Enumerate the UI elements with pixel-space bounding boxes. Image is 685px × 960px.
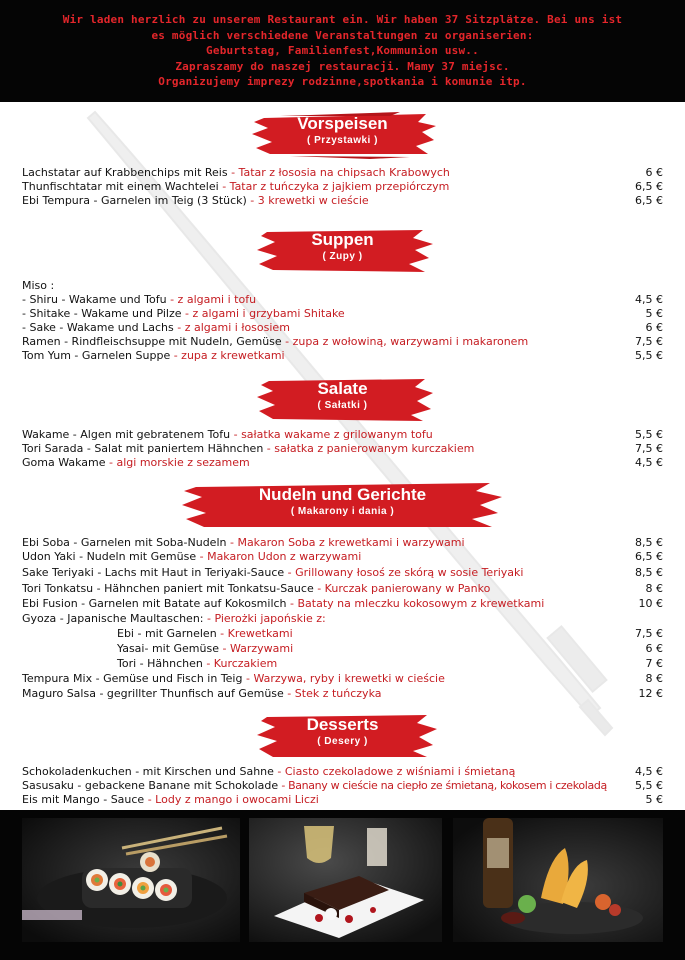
menu-item (22, 194, 663, 208)
item-price: 6 € (645, 642, 663, 655)
item-name-de: Ebi - mit Garnelen (117, 627, 217, 640)
item-name-pl: - zupa z krewetkami (170, 349, 285, 362)
menu-item-gyoza (22, 612, 663, 626)
item-name-pl: - Grillowany łosoś ze skórą w sosie Teriyaki (284, 566, 524, 579)
menu-item (22, 166, 663, 180)
item-name-de: Ebi Soba - Garnelen mit Soba-Nudeln (22, 536, 227, 549)
item-price: 6,5 € (635, 194, 663, 207)
item-price: 6,5 € (635, 550, 663, 563)
menu-subitem (117, 642, 663, 656)
item-name-de: Gyoza - Japanische Maultaschen: (22, 612, 204, 625)
item-name-de: Tori - Hähnchen (117, 657, 203, 670)
item-name-de: Wakame - Algen mit gebratenem Tofu (22, 428, 231, 441)
item-price: 5 € (645, 793, 663, 806)
item-name-de: Thunfischtatar mit einem Wachtelei (22, 180, 219, 193)
menu-item (22, 456, 663, 470)
menu-item (22, 307, 663, 321)
item-name-pl: - z algami i tofu (166, 293, 257, 306)
item-price: 4,5 € (635, 456, 663, 469)
item-name-de: Tori Tonkatsu - Hähnchen paniert mit Tonkatsu-Sauce (22, 582, 314, 595)
banner-line: Wir laden herzlich zu unserem Restaurant ein. Wir haben 37 Sitzplätze. Bei uns ist (62, 13, 623, 27)
item-name-de: Ebi Fusion - Garnelen mit Batate auf Kokosmilch (22, 597, 287, 610)
item-name-pl: - 3 krewetki w cieście (246, 194, 369, 207)
section-title: Suppen (311, 230, 374, 249)
item-price: 5,5 € (635, 349, 663, 362)
item-name-pl: - Pierożki japońskie z: (203, 612, 326, 625)
section-subtitle: ( Przystawki ) (307, 135, 378, 146)
section-header-desserts (0, 709, 685, 761)
menu-item (22, 442, 663, 456)
section-subtitle: ( Zupy ) (322, 251, 363, 262)
section-subtitle: ( Makarony i dania ) (290, 506, 395, 517)
menu-subitem (117, 657, 663, 671)
menu-item (22, 687, 663, 701)
item-name-de: Goma Wakame (22, 456, 106, 469)
item-name-de: Schokoladenkuchen - mit Kirschen und Sahne (22, 765, 274, 778)
item-price: 5,5 € (635, 428, 663, 441)
item-name-pl: - Lody z mango i owocami Liczi (144, 793, 319, 806)
menu-item (22, 597, 663, 611)
item-name-pl: - Bataty na mleczku kokosowym z krewetkami (286, 597, 545, 610)
item-name-pl: - z algami i łososiem (173, 321, 290, 334)
item-name-pl: - Krewetkami (216, 627, 293, 640)
item-name-pl: - Banany w cieście na ciepło ze śmietaną, kokosem i czekoladą (278, 779, 607, 792)
food-photo-strip (0, 810, 685, 960)
item-name-pl: - Warzywami (219, 642, 294, 655)
banner-line: es möglich verschiedene Veranstaltungen zu organiserien: (151, 28, 534, 42)
item-name-pl: - Tatar z tuńczyka z jajkiem przepiórczym (218, 180, 450, 193)
item-price: 7,5 € (635, 442, 663, 455)
item-name-de: Tori Sarada - Salat mit paniertem Hähnchen (22, 442, 264, 455)
item-price: 8 € (645, 672, 663, 685)
item-price: 12 € (638, 687, 663, 700)
item-name-pl: - Tatar z łososia na chipsach Krabowych (227, 166, 450, 179)
miso-label (22, 279, 663, 293)
item-name-de: Miso : (22, 279, 55, 292)
item-price: 7,5 € (635, 335, 663, 348)
item-name-pl: - Kurczakiem (202, 657, 278, 670)
section-header-nudeln (0, 479, 685, 531)
item-price: 8 € (645, 582, 663, 595)
item-name-pl: - sałatka z panierowanym kurczakiem (263, 442, 475, 455)
item-price: 8,5 € (635, 536, 663, 549)
menu-item (22, 566, 663, 580)
section-title: Salate (317, 379, 368, 398)
tempura-photo (453, 818, 663, 942)
item-price: 4,5 € (635, 293, 663, 306)
item-price: 10 € (638, 597, 663, 610)
item-name-pl: - zupa z wołowiną, warzywami i makaronem (281, 335, 529, 348)
menu-item (22, 793, 663, 807)
item-name-de: Eis mit Mango - Sauce (22, 793, 145, 806)
item-price: 5,5 € (635, 779, 663, 792)
item-price: 7,5 € (635, 627, 663, 640)
item-name-pl: - algi morskie z sezamem (105, 456, 250, 469)
menu-item (22, 550, 663, 564)
item-name-de: Tom Yum - Garnelen Suppe (22, 349, 171, 362)
menu-item (22, 349, 663, 363)
banner-line: Organizujemy imprezy rodzinne,spotkania i komunie itp. (158, 75, 527, 89)
item-name-pl: - Warzywa, ryby i krewetki w cieście (242, 672, 445, 685)
banner-line: Zapraszamy do naszej restauracji. Mamy 37 miejsc. (175, 59, 510, 73)
section-title: Vorspeisen (297, 114, 388, 133)
item-name-pl: - Makaron Udon z warzywami (196, 550, 362, 563)
item-price: 6,5 € (635, 180, 663, 193)
item-name-pl: - z algami i grzybami Shitake (181, 307, 345, 320)
menu-item (22, 180, 663, 194)
item-name-pl: - Kurczak panierowany w Panko (313, 582, 491, 595)
item-name-de: Ramen - Rindfleischsuppe mit Nudeln, Gemüse (22, 335, 282, 348)
item-name-de: Ebi Tempura - Garnelen im Teig (3 Stück) (22, 194, 247, 207)
menu-item (22, 293, 663, 307)
menu-subitem (117, 627, 663, 641)
item-name-de: - Sake - Wakame und Lachs (22, 321, 174, 334)
sushi-photo (22, 818, 240, 942)
banner-line: Geburtstag, Familienfest,Kommunion usw.. (206, 44, 479, 58)
section-header-salate (0, 373, 685, 425)
menu-item (22, 672, 663, 686)
menu-item (22, 582, 663, 596)
item-name-de: Maguro Salsa - gegrillter Thunfisch auf Gemüse (22, 687, 284, 700)
section-title: Desserts (306, 715, 379, 734)
menu-item (22, 536, 663, 550)
welcome-banner (0, 0, 685, 102)
item-price: 8,5 € (635, 566, 663, 579)
item-price: 5 € (645, 307, 663, 320)
item-name-pl: - Makaron Soba z krewetkami i warzywami (226, 536, 465, 549)
menu-item (22, 428, 663, 442)
menu-item (22, 765, 663, 779)
item-name-de: Udon Yaki - Nudeln mit Gemüse (22, 550, 197, 563)
chocolate-cake-photo (249, 818, 442, 942)
section-title: Nudeln und Gerichte (258, 485, 427, 504)
item-price: 6 € (645, 166, 663, 179)
item-price: 7 € (645, 657, 663, 670)
item-name-de: Sake Teriyaki - Lachs mit Haut in Teriyaki-Sauce (22, 566, 285, 579)
section-header-suppen (0, 224, 685, 276)
section-subtitle: ( Sałatki ) (317, 400, 368, 411)
item-name-de: Sasusaku - gebackene Banane mit Schokolade (22, 779, 279, 792)
item-price: 6 € (645, 321, 663, 334)
menu-item (22, 321, 663, 335)
item-name-de: Yasai- mit Gemüse (117, 642, 219, 655)
item-name-de: - Shiru - Wakame und Tofu (22, 293, 167, 306)
item-name-pl: - sałatka wakame z grilowanym tofu (230, 428, 433, 441)
item-name-de: - Shitake - Wakame und Pilze (22, 307, 182, 320)
item-name-de: Lachstatar auf Krabbenchips mit Reis (22, 166, 228, 179)
item-name-pl: - Stek z tuńczyka (283, 687, 382, 700)
item-price: 4,5 € (635, 765, 663, 778)
item-name-de: Tempura Mix - Gemüse und Fisch in Teig (22, 672, 243, 685)
item-name-pl: - Ciasto czekoladowe z wiśniami i śmietaną (273, 765, 516, 778)
menu-item (22, 335, 663, 349)
section-header-vorspeisen (0, 108, 685, 160)
section-subtitle: ( Desery ) (317, 736, 368, 747)
menu-item (22, 779, 663, 793)
